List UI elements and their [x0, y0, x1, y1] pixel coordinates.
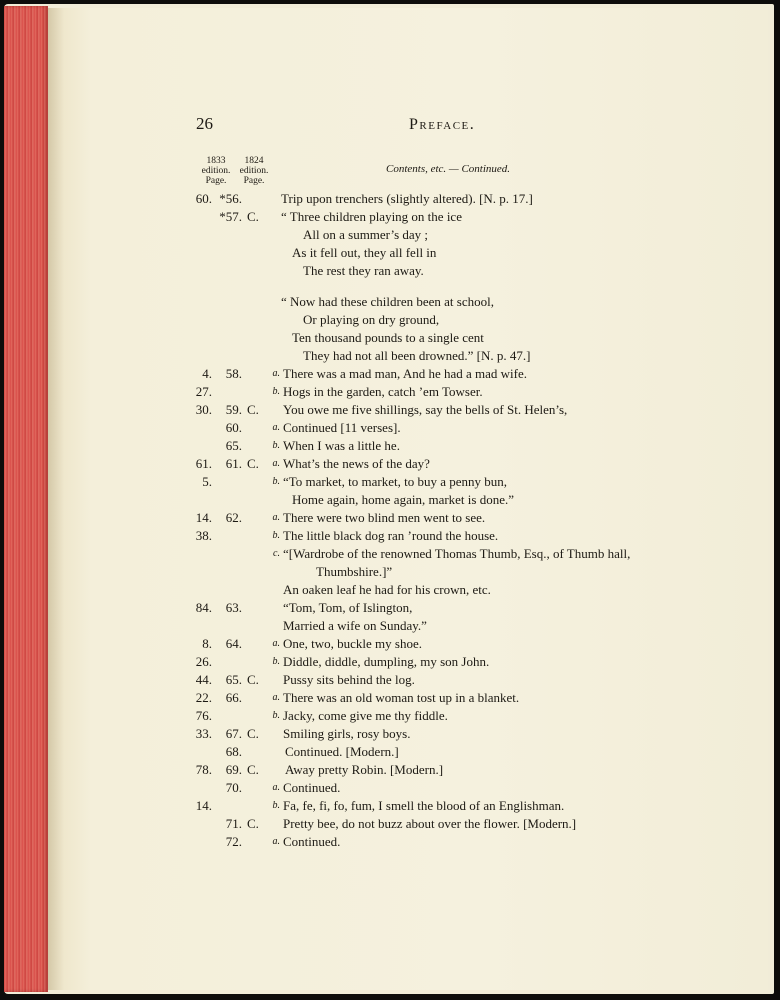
entry-letter: b. [272, 800, 280, 811]
column-header-1824 [234, 156, 274, 186]
entry-page-number: 66. [225, 690, 242, 705]
column-header-line: 1824 [244, 156, 264, 166]
entry-letter: b. [272, 710, 280, 721]
entry-page-number: 62. [225, 510, 242, 525]
entry-text: The little black dog ran ’round the house. [283, 528, 499, 543]
entry-page-1833: 8. [202, 636, 212, 651]
entry-page-1824 [214, 420, 266, 436]
entry-page-1833: 4. [202, 366, 212, 381]
entry-text: They had not all been drowned.” [N. p. 47.] [303, 348, 531, 363]
entry-page-number: 71. [225, 816, 242, 831]
entry-letter: a. [272, 692, 280, 703]
entry-page-1833: 38. [195, 528, 212, 543]
entry-page-number: 70. [225, 780, 242, 795]
entry-letter: a. [272, 836, 280, 847]
entry-page-number: 58. [225, 366, 242, 381]
entry-c-mark: C. [247, 726, 259, 741]
entry-page-1833: 22. [195, 690, 212, 705]
entry-page-1824 [214, 510, 266, 526]
entry-text: Hogs in the garden, catch ’em Towser. [283, 384, 483, 399]
entry-page-1824 [214, 834, 266, 850]
entry-page-1833: 44. [195, 672, 212, 687]
entry-page-1833: 84. [195, 600, 212, 615]
entry-text: “To market, to market, to buy a penny bun, [283, 474, 508, 489]
entry-text: One, two, buckle my shoe. [283, 636, 423, 651]
column-header-1833 [196, 156, 236, 186]
entry-page-1824 [214, 191, 266, 207]
entry-page-1824 [214, 600, 266, 616]
entry-page-number: 72. [225, 834, 242, 849]
entry-page-1824 [214, 726, 266, 742]
entry-text: Pussy sits behind the log. [283, 672, 415, 687]
entry-text: Thumbshire.]” [316, 564, 393, 579]
entry-page-1833: 26. [195, 654, 212, 669]
entry-page-number: 69. [225, 762, 242, 777]
entry-text: Diddle, diddle, dumpling, my son John. [283, 654, 490, 669]
entry-page-1833: 5. [202, 474, 212, 489]
entry-c-mark: C. [247, 456, 259, 471]
entry-page-1833: 60. [195, 191, 212, 206]
entry-text: Continued. [Modern.] [285, 744, 399, 759]
column-header-line: 1833 [206, 156, 226, 166]
entry-text: “[Wardrobe of the renowned Thomas Thumb, Esq., of Thumb hall, [283, 546, 631, 561]
entry-text: “Tom, Tom, of Islington, [283, 600, 413, 615]
entry-c-mark: C. [247, 209, 259, 224]
entry-letter: b. [272, 530, 280, 541]
entry-text: When I was a little he. [283, 438, 400, 453]
entry-page-1824 [214, 672, 266, 688]
entry-letter: b. [272, 386, 280, 397]
entry-letter: a. [272, 782, 280, 793]
entry-text: Trip upon trenchers (slightly altered). [N. p. 17.] [281, 191, 533, 206]
page-title: Preface. [409, 116, 476, 133]
entry-page-number: *57. [219, 209, 242, 224]
entry-page-1824 [214, 402, 266, 418]
entry-text: Pretty bee, do not buzz about over the flower. [Modern.] [283, 816, 577, 831]
column-header-line: edition. [239, 166, 269, 176]
entry-text: There were two blind men went to see. [283, 510, 486, 525]
entry-page-1824 [214, 762, 266, 778]
entry-page-1833: 33. [195, 726, 212, 741]
entry-letter: a. [272, 368, 280, 379]
entry-letter: a. [272, 512, 280, 523]
section-heading: Contents, etc. — Continued. [386, 163, 511, 175]
entry-page-1824 [214, 366, 266, 382]
entry-page-number: 61. [225, 456, 242, 471]
entry-text: You owe me five shillings, say the bells of St. Helen’s, [283, 402, 568, 417]
entry-text: Continued. [283, 780, 341, 795]
entry-page-number: 67. [225, 726, 242, 741]
entry-page-number: 59. [225, 402, 242, 417]
entry-page-1824 [214, 744, 266, 760]
entry-page-1824 [214, 636, 266, 652]
entry-letter: a. [272, 458, 280, 469]
entry-text: All on a summer’s day ; [303, 227, 429, 242]
entry-page-1824 [214, 209, 266, 225]
entry-page-1824 [214, 690, 266, 706]
entry-letter: b. [272, 440, 280, 451]
entry-page-1833: 78. [195, 762, 212, 777]
entry-text: Jacky, come give me thy fiddle. [283, 708, 448, 723]
entry-page-1824 [214, 816, 266, 832]
entry-letter: b. [272, 476, 280, 487]
entry-page-number: *56. [219, 191, 242, 206]
entry-page-number: 60. [225, 420, 242, 435]
entry-page-1833: 30. [195, 402, 212, 417]
entry-text: Smiling girls, rosy boys. [283, 726, 411, 741]
entry-text: Or playing on dry ground, [303, 312, 440, 327]
entry-page-1833: 61. [195, 456, 212, 471]
entry-page-1833: 76. [195, 708, 212, 723]
page-number: 26 [196, 114, 213, 133]
entry-text: “ Now had these children been at school, [281, 294, 494, 309]
entry-text: Away pretty Robin. [Modern.] [285, 762, 444, 777]
column-header-line: Page. [243, 176, 265, 186]
entry-letter: a. [272, 422, 280, 433]
entry-text: Ten thousand pounds to a single cent [292, 330, 484, 345]
column-header-line: edition. [201, 166, 231, 176]
entry-text: There was a mad man, And he had a mad wife. [283, 366, 528, 381]
entry-c-mark: C. [247, 816, 259, 831]
entry-page-number: 63. [225, 600, 242, 615]
entry-text: The rest they ran away. [303, 263, 424, 278]
gutter-shadow [48, 8, 64, 990]
entry-text: “ Three children playing on the ice [281, 209, 462, 224]
entry-page-1824 [214, 456, 266, 472]
entry-text: As it fell out, they all fell in [292, 245, 437, 260]
entry-text: Continued [11 verses]. [283, 420, 401, 435]
entry-page-1824 [214, 780, 266, 796]
entry-text: Fa, fe, fi, fo, fum, I smell the blood of an Englishman. [283, 798, 565, 813]
entry-text: Home again, home again, market is done.” [292, 492, 515, 507]
entry-letter: a. [272, 638, 280, 649]
entry-c-mark: C. [247, 762, 259, 777]
entry-letter: b. [272, 656, 280, 667]
page-edge-red [4, 6, 48, 992]
entry-page-number: 65. [225, 672, 242, 687]
entry-page-1833: 27. [195, 384, 212, 399]
entry-page-1833: 14. [195, 798, 212, 813]
entry-page-number: 64. [225, 636, 242, 651]
entry-c-mark: C. [247, 672, 259, 687]
entry-c-mark: C. [247, 402, 259, 417]
entry-text: An oaken leaf he had for his crown, etc. [283, 582, 491, 597]
entry-text: What’s the news of the day? [283, 456, 430, 471]
entry-text: Continued. [283, 834, 341, 849]
entry-letter: c. [273, 548, 280, 559]
entry-text: There was an old woman tost up in a blanket. [283, 690, 520, 705]
entry-page-number: 68. [225, 744, 242, 759]
column-header-line: Page. [205, 176, 227, 186]
entry-text: Married a wife on Sunday.” [283, 618, 427, 633]
entry-page-number: 65. [225, 438, 242, 453]
entry-page-1833: 14. [195, 510, 212, 525]
entry-page-1824 [214, 438, 266, 454]
